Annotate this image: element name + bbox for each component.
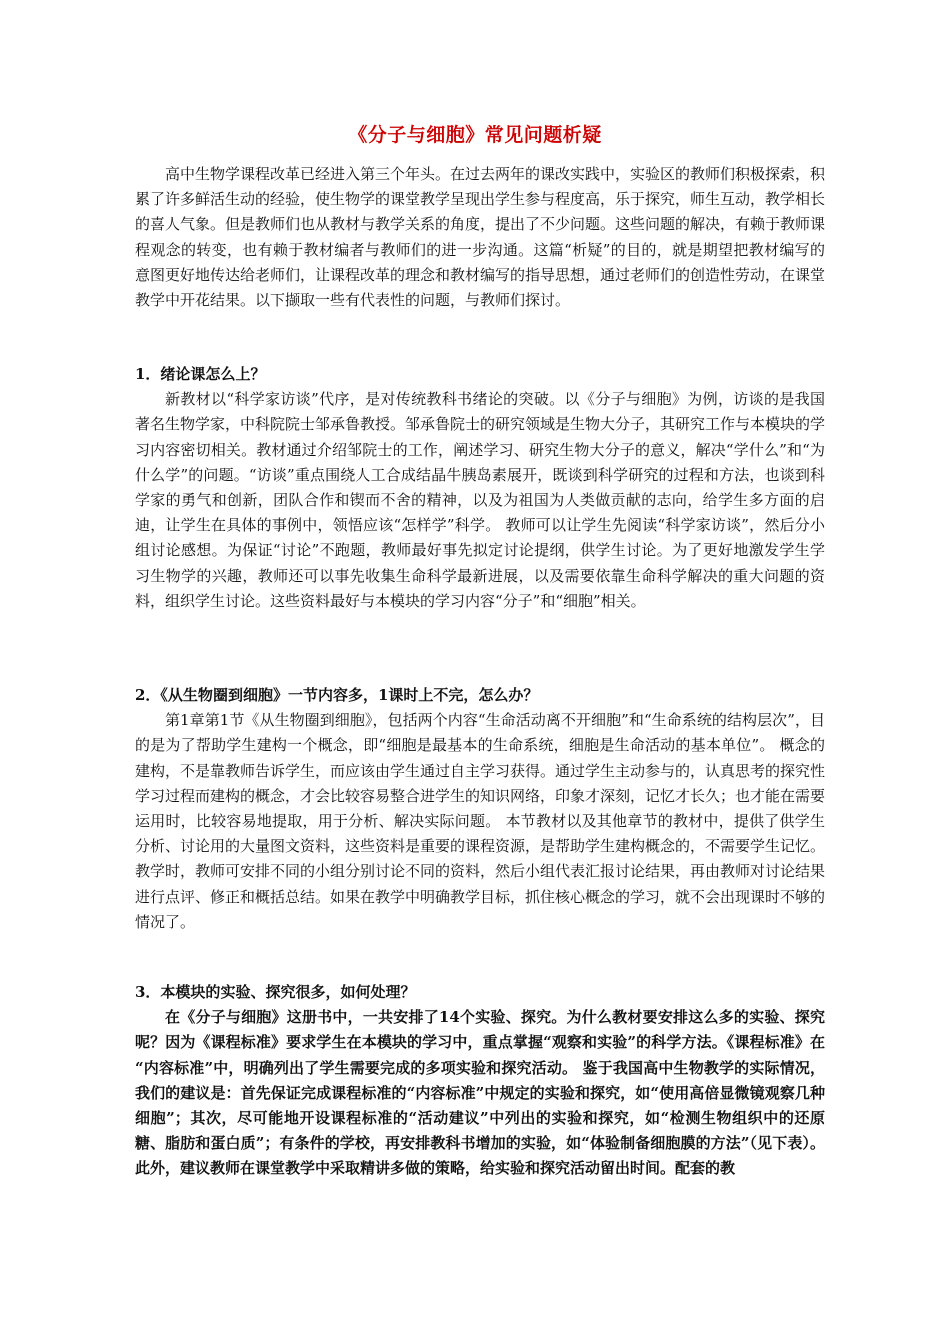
section-1 xyxy=(135,362,825,614)
section-2 xyxy=(135,683,825,935)
section-heading: 2．《从生物圈到细胞》一节内容多，1课时上不完，怎么办？ xyxy=(135,686,539,704)
section-heading: 1．绪论课怎么上？ xyxy=(135,365,266,383)
intro-paragraph: 高中生物学课程改革已经进入第三个年头。在过去两年的课改实践中，实验区的教师们积极探索，积累了许多鲜活生动的经验，使生物学的课堂教学呈现出学生参与程度高，乐于探究，师生互动，教学相长的喜人气象。但是教师们也从教材与教学关系的角度，提出了不少问题。这些问题的解决，有赖于教师课程观念的转变，也有赖于教材编者与教师们的进一步沟通。这篇“析疑”的目的，就是期望把教材编写的意图更好地传达给老师们，让课程改革的理念和教材编写的指导思想，通过老师们的创造性劳动，在课堂教学中开花结果。以下撷取一些有代表性的问题，与教师们探讨。 xyxy=(135,165,826,310)
section-3 xyxy=(135,980,825,1182)
section-body: 新教材以“科学家访谈”代序，是对传统教科书绪论的突破。以《分子与细胞》为例，访谈的是我国著名生物学家，中科院院士邹承鲁教授。邹承鲁院士的研究领域是生物大分子，其研究工作与本模块的学习内容密切相关。教材通过介绍邹院士的工作，阐述学习、研究生物大分子的意义，解决“学什么”和“为什么学”的问题。“访谈”重点围绕人工合成结晶牛胰岛素展开，既谈到科学研究的过程和方法，也谈到科学家的勇气和创新，团队合作和锲而不舍的精神，以及为祖国为人类做贡献的志向，给学生多方面的启迪，让学生在具体的事例中，领悟应该“怎样学”科学。 教师可以让学生先阅读“科学家访谈”，然后分小组讨论感想。为保证“讨论”不跑题，教师最好事先拟定讨论提纲，供学生讨论。为了更好地激发学生学习生物学的兴趣，教师还可以事先收集生命科学最新进展，以及需要依靠生命科学解决的重大问题的资料，组织学生讨论。这些资料最好与本模块的学习内容“分子”和“细胞”相关。 xyxy=(135,390,826,610)
intro-block xyxy=(135,162,825,313)
section-heading: 3．本模块的实验、探究很多，如何处理？ xyxy=(135,983,416,1001)
section-body: 在《分子与细胞》这册书中，一共安排了14个实验、探究。为什么教材要安排这么多的实验、探究呢？因为《课程标准》要求学生在本模块的学习中，重点掌握“观察和实验”的科学方法。《课程标准》在 “内容标准”中，明确列出了学生需要完成的多项实验和探究活动。 鉴于我国高中生物教学的实际情况，我们的建议是：首先保证完成课程标准的“内容标准”中规定的实验和探究，如“使用高倍显微镜观察几种细胞”；其次，尽可能地开设课程标准的“活动建议”中列出的实验和探究，如“检测生物组织中的还原糖、脂肪和蛋白质”；有条件的学校，再安排教科书增加的实验，如“体验制备细胞膜的方法”（见下表）。此外，建议教师在课堂教学中采取精讲多做的策略，给实验和探究活动留出时间。配套的教 xyxy=(135,1008,825,1178)
section-body: 第1章第1节《从生物圈到细胞》，包括两个内容“生命活动离不开细胞”和“生命系统的结构层次”，目的是为了帮助学生建构一个概念，即“细胞是最基本的生命系统，细胞是生命活动的基本单位”。 概念的建构，不是靠教师告诉学生，而应该由学生通过自主学习获得。通过学生主动参与的，认真思考的探究性学习过程而建构的概念，才会比较容易整合进学生的知识网络，印象才深刻，记忆才长久；也才能在需要运用时，比较容易地提取，用于分析、解决实际问题。 本节教材以及其他章节的教材中，提供了供学生分析、讨论用的大量图文资料，这些资料是重要的课程资源，是帮助学生建构概念的，不需要学生记忆。教学时，教师可安排不同的小组分别讨论不同的资料，然后小组代表汇报讨论结果，再由教师对讨论结果进行点评、修正和概括总结。如果在教学中明确教学目标，抓住核心概念的学习，就不会出现课时不够的情况了。 xyxy=(135,711,826,931)
document-title: 《分子与细胞》常见问题析疑 xyxy=(348,124,602,146)
